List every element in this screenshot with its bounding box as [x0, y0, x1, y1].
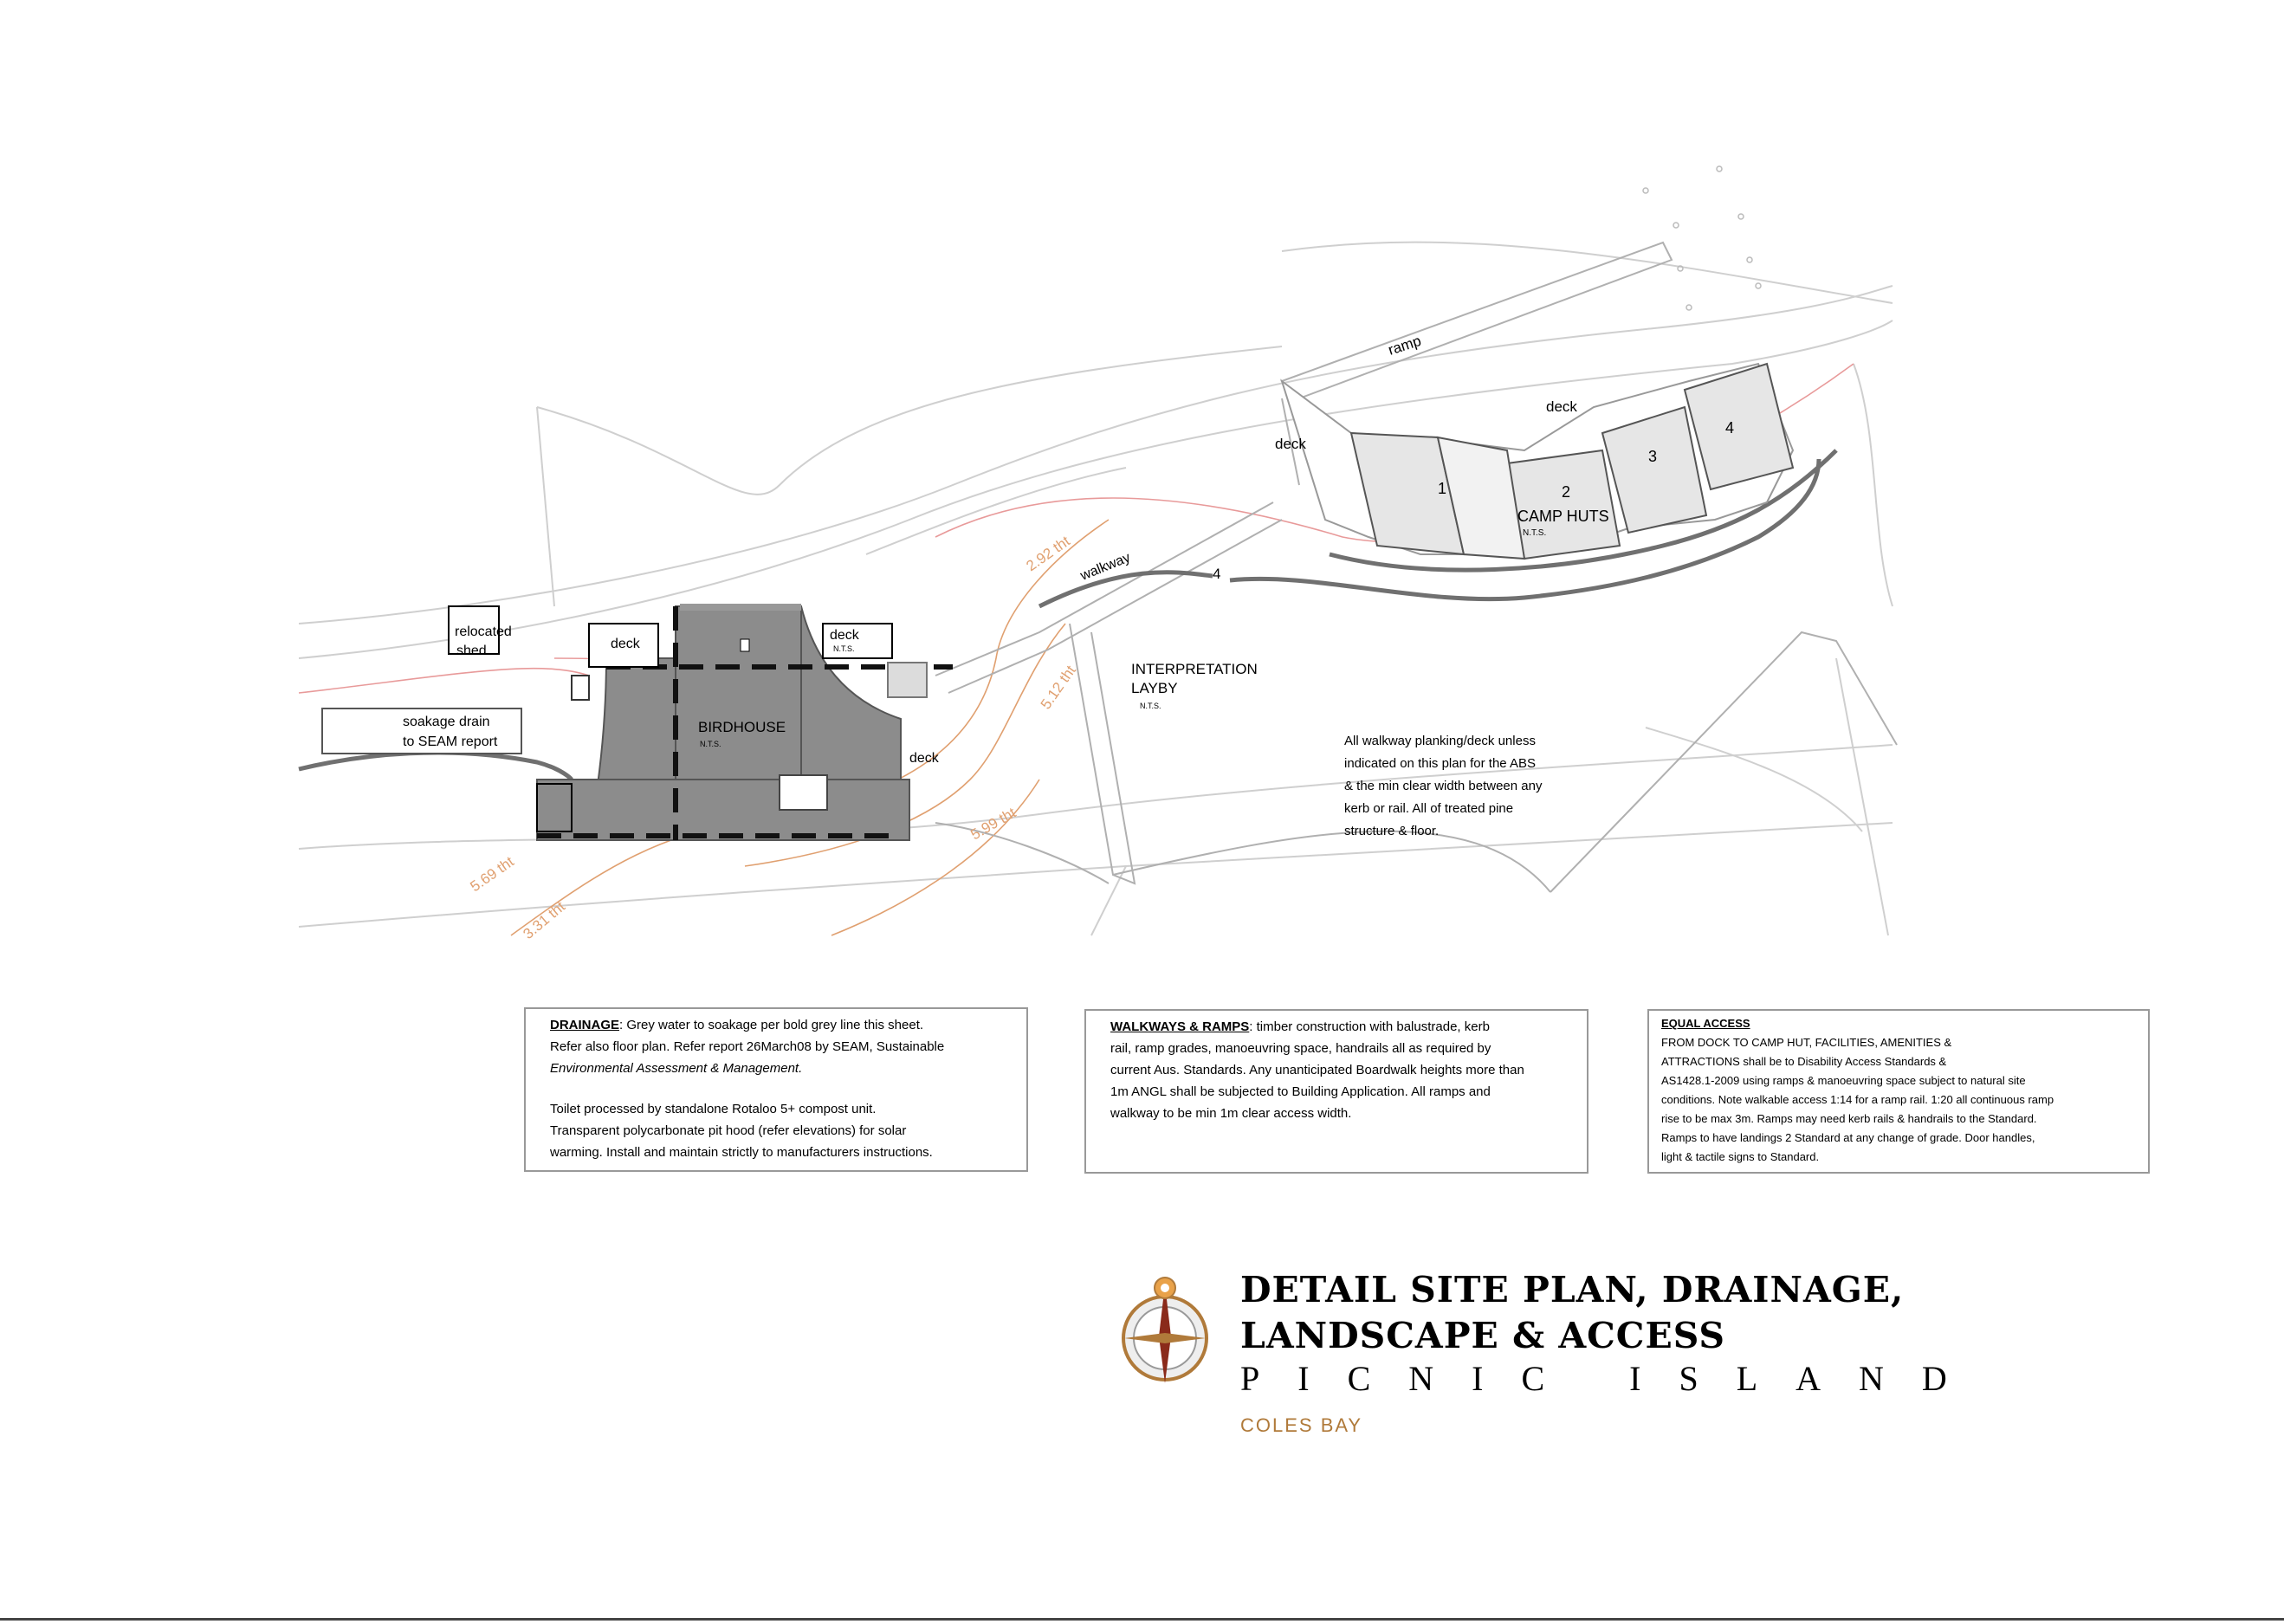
soakage-label-1: soakage drain — [403, 715, 490, 729]
drainage-line-6: warming. Install and maintain strictly to manufacturers instructions. — [550, 1145, 933, 1160]
deck-left-label: deck — [1275, 436, 1306, 452]
compass-logo — [1117, 1269, 1221, 1390]
deck-note-line-5: structure & floor. — [1344, 824, 1440, 838]
interpretation-label-2: LAYBY — [1131, 680, 1178, 696]
tree-dots — [1643, 166, 1761, 310]
title-line-4: COLES BAY — [1240, 1414, 1363, 1436]
contour-599-label: 5.99 tht — [967, 804, 1019, 844]
walkways-line-4: 1m ANGL shall be subjected to Building Application. All ramps and — [1110, 1084, 1491, 1099]
interpretation-label-1: INTERPRETATION — [1131, 661, 1258, 677]
drainage-heading: DRAINAGE — [550, 1018, 620, 1032]
hut-4-label: 4 — [1725, 419, 1735, 437]
walkways-line-5: walkway to be min 1m clear access width. — [1110, 1106, 1352, 1121]
soakage-label-2: to SEAM report — [403, 734, 498, 749]
birdhouse-deck-left-label: deck — [611, 637, 640, 651]
walkways-line-1: : timber construction with balustrade, kerb — [1249, 1019, 1490, 1034]
interpretation-sub-label: N.T.S. — [1140, 702, 1161, 710]
contour-569-label: 5.69 tht — [467, 853, 517, 896]
drainage-line-5: Transparent polycarbonate pit hood (refer elevations) for solar — [550, 1123, 907, 1138]
deck-note-line-1: All walkway planking/deck unless — [1344, 734, 1536, 748]
page-bottom-rule — [0, 1618, 2284, 1621]
deck-note-line-2: indicated on this plan for the ABS — [1344, 756, 1536, 771]
drainage-line-1: : Grey water to soakage per bold grey line this sheet. — [619, 1018, 924, 1032]
deck-note-line-3: & the min clear width between any — [1344, 779, 1543, 793]
contour-331-label: 3.31 tht — [520, 898, 569, 943]
contour-512-label: 5.12 tht — [1037, 662, 1079, 713]
walkways-heading: WALKWAYS & RAMPS — [1110, 1019, 1250, 1034]
access-line-4: conditions. Note walkable access 1:14 for a ramp rail. 1:20 all continuous ramp — [1661, 1093, 2054, 1106]
deck-note-line-4: kerb or rail. All of treated pine — [1344, 801, 1514, 816]
title-line-1: DETAIL SITE PLAN, DRAINAGE, — [1240, 1269, 1905, 1310]
ramp-label: ramp — [1386, 332, 1424, 359]
access-line-3: AS1428.1-2009 using ramps & manoeuvring space subject to natural site — [1661, 1074, 2026, 1087]
access-line-2: ATTRACTIONS shall be to Disability Access Standards & — [1661, 1055, 1947, 1068]
access-heading: EQUAL ACCESS — [1661, 1017, 1750, 1030]
camp-huts-label: CAMP HUTS — [1517, 508, 1609, 525]
access-line-1: FROM DOCK TO CAMP HUT, FACILITIES, AMENITIES & — [1661, 1036, 1952, 1049]
drainage-line-3: Environmental Assessment & Management. — [550, 1061, 803, 1076]
walkways-line-2: rail, ramp grades, manoeuvring space, handrails all as required by — [1110, 1041, 1491, 1056]
relocated-shed-label-2: shed — [456, 644, 487, 658]
hut-3-label: 3 — [1648, 448, 1658, 465]
hut-2-label: 2 — [1562, 483, 1571, 501]
access-line-5: rise to be max 3m. Ramps may need kerb rails & handrails to the Standard. — [1661, 1112, 2037, 1125]
drainage-note — [524, 1007, 1028, 1172]
drainage-line-4: Toilet processed by standalone Rotaloo 5+ compost unit. — [550, 1102, 877, 1116]
birdhouse-label: BIRDHOUSE — [698, 719, 786, 735]
walkways-note — [1084, 1009, 1588, 1174]
camp-huts-sub-label: N.T.S. — [1523, 528, 1547, 538]
relocated-shed-label-1: relocated — [455, 624, 512, 639]
birdhouse-deck-lower-label: deck — [909, 751, 939, 766]
title-line-3: PICNIC ISLAND — [1240, 1359, 1985, 1398]
birdhouse-deck-right-sub: N.T.S. — [833, 644, 855, 653]
access-line-6: Ramps to have landings 2 Standard at any change of grade. Door handles, — [1661, 1131, 2035, 1144]
walkways-line-3: current Aus. Standards. Any unanticipated Boardwalk heights more than — [1110, 1063, 1524, 1077]
birdhouse-deck-right-label: deck — [830, 628, 859, 643]
walkway-label: walkway — [1078, 550, 1133, 584]
drainage-line-2: Refer also floor plan. Refer report 26March08 by SEAM, Sustainable — [550, 1039, 945, 1054]
hut-1-label: 1 — [1438, 480, 1447, 497]
access-note — [1647, 1009, 2150, 1174]
access-line-7: light & tactile signs to Standard. — [1661, 1150, 1820, 1163]
contour-292-label: 2.92 tht — [1023, 533, 1073, 575]
deck-top-label: deck — [1546, 398, 1577, 415]
title-line-2: LANDSCAPE & ACCESS — [1240, 1315, 1726, 1356]
contour-4-label: 4 — [1213, 566, 1221, 582]
birdhouse-sub-label: N.T.S. — [700, 740, 721, 748]
